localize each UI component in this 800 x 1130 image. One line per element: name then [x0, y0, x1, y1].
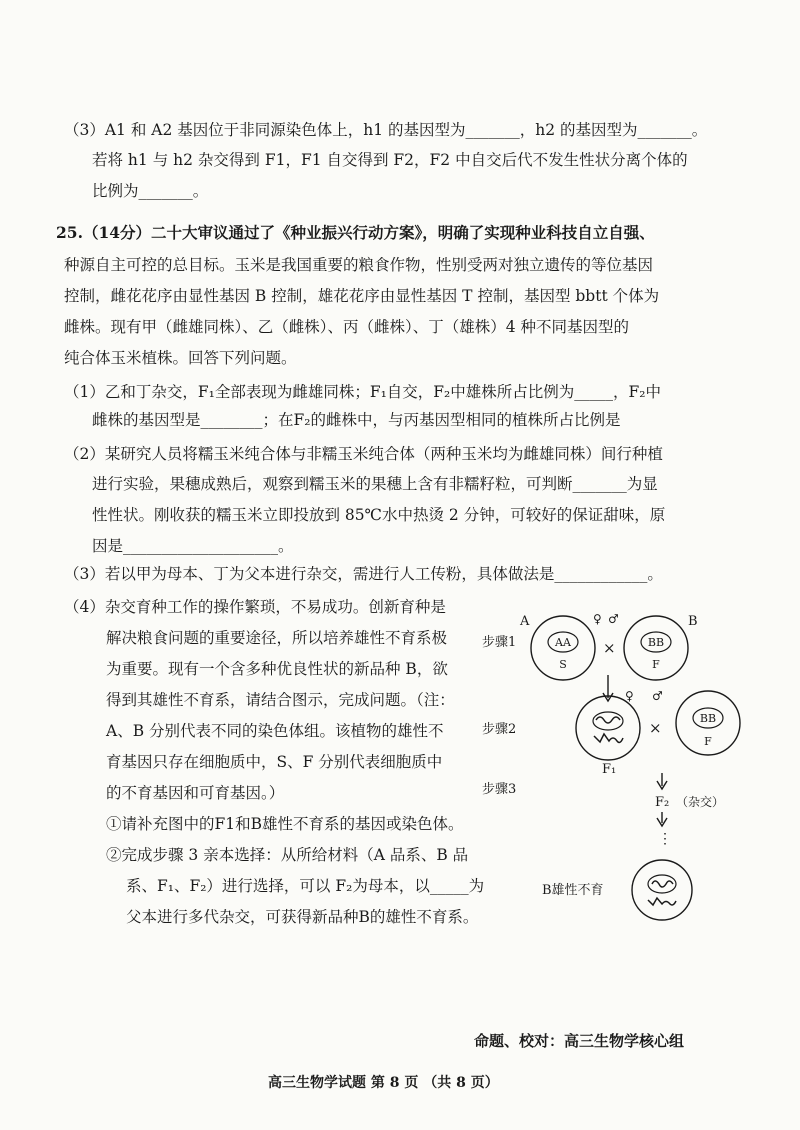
- q25-intro-line-3: 控制，雌花花序由显性基因 B 控制，雄花花序由显性基因 T 控制，基因型 bbtt 个体为: [64, 287, 660, 305]
- nucleus-f1: [593, 712, 623, 730]
- q25-part4-line-7: 的不育基因和可育基因。）: [106, 784, 285, 802]
- q24-part3-line-1: （3）A1 和 A2 基因位于非同源染色体上，h1 的基因型为_______，h2 的基因型为_______。: [64, 121, 708, 139]
- f2-label: F₂: [655, 795, 670, 810]
- q25-part1-line-2: 雌株的基因型是________；在F₂的雌株中，与丙基因型相同的植株所占比例是: [92, 411, 621, 429]
- cross-sign-2: ×: [649, 719, 662, 737]
- cell-b-male-sterile: [632, 860, 692, 920]
- breeding-diagram: [468, 608, 788, 928]
- q25-part4-line-4: 得到其雄性不育系，请结合图示，完成问题。（注：: [106, 691, 455, 709]
- cross-sign-1: ×: [603, 639, 616, 657]
- cell-s-text: S: [559, 658, 567, 671]
- diagram-label-a: A: [520, 614, 530, 629]
- q25-part3-line-1: （3）若以甲为母本、丁为父本进行杂交，需进行人工传粉，具体做法是____________。: [64, 565, 663, 583]
- cell-f-text: F: [652, 658, 660, 671]
- q25-intro-line-4: 雌株。现有甲（雌雄同株）、乙（雌株）、丙（雌株）、丁（雄株）4 种不同基因型的: [64, 318, 630, 336]
- q25-intro-line-1: 25.（14分）二十大审议通过了《种业振兴行动方案》，明确了实现种业科技自立自强、: [56, 223, 655, 242]
- diagram-male-sign-2: ♂: [652, 689, 663, 703]
- q25-part4-line-6: 育基因只存在细胞质中，S、F 分别代表细胞质中: [106, 753, 443, 771]
- diagram-female-sign-1: ♀: [593, 612, 602, 626]
- diagram-male-sign-1: ♂: [608, 612, 619, 626]
- cell-f-step2-text: F: [704, 735, 712, 748]
- q25-part2-line-2: 进行实验，果穗成熟后，观察到糯玉米的果穗上含有非糯籽粒，可判断_______为显: [92, 475, 658, 493]
- q25-part2-line-3: 性性状。刚收获的糯玉米立即投放到 85℃水中热烫 2 分钟，可较好的保证甜味，原: [92, 506, 666, 524]
- q24-part3-line-3: 比例为_______。: [92, 182, 209, 200]
- diagram-step3-label: 步骤3: [482, 782, 517, 797]
- cell-f1: [576, 696, 640, 760]
- diagram-step2-label: 步骤2: [482, 722, 517, 737]
- q25-part4-line-2: 解决粮食问题的重要途径，所以培养雄性不育系极: [106, 629, 448, 647]
- result-label: B雄性不育: [542, 883, 604, 898]
- q25-part4-line-11: 父本进行多代杂交，可获得新品种B的雄性不育系。: [126, 908, 479, 926]
- diagram-female-sign-2: ♀: [625, 689, 634, 703]
- q25-intro-line-2: 种源自主可控的总目标。玉米是我国重要的粮食作物，性别受两对独立遗传的等位基因: [64, 256, 654, 274]
- cell-bb-step2-text: BB: [699, 712, 717, 725]
- q25-intro-line-5: 纯合体玉米植株。回答下列问题。: [64, 349, 297, 367]
- f1-label: F₁: [602, 762, 617, 777]
- q25-part2-line-4: 因是____________________。: [92, 537, 294, 555]
- credits: 命题、校对：高三生物学核心组: [474, 1032, 685, 1050]
- q25-part4-line-10: 系、F₁、F₂）进行选择，可以 F₂为母本，以_____为: [126, 877, 485, 895]
- vertical-ellipsis: ⋮: [658, 831, 672, 847]
- q25-part2-line-1: （2）某研究人员将糯玉米纯合体与非糯玉米纯合体（两种玉米均为雌雄同株）间行种植: [64, 445, 663, 463]
- q25-part4-line-9: ②完成步骤 3 亲本选择：从所给材料（A 品系、B 品: [106, 846, 469, 864]
- q25-part4-line-3: 为重要。现有一个含多种优良性状的新品种 B，欲: [106, 660, 448, 678]
- q25-part1-line-1: （1）乙和丁杂交，F₁全部表现为雌雄同株；F₁自交，F₂中雄株所占比例为_____，F₂中: [64, 383, 661, 401]
- diagram-step1-label: 步骤1: [482, 635, 517, 650]
- q24-part3-line-2: 若将 h1 与 h2 杂交得到 F1，F1 自交得到 F2，F2 中自交后代不发生性状分离个体的: [92, 151, 688, 169]
- cell-aa-text: AA: [555, 636, 571, 649]
- q25-part4-line-5: A、B 分别代表不同的染色体组。该植物的雄性不: [106, 722, 444, 740]
- page-number: 高三生物学试题 第 8 页 （共 8 页）: [268, 1075, 499, 1091]
- q25-part4-line-1: （4）杂交育种工作的操作繁琐，不易成功。创新育种是: [64, 598, 446, 616]
- q25-part4-line-8: ①请补充图中的F1和B雄性不育系的基因或染色体。: [106, 815, 464, 833]
- cell-bb-text: BB: [647, 636, 665, 649]
- hybrid-note: （杂交）: [676, 795, 725, 809]
- diagram-label-b: B: [688, 614, 698, 629]
